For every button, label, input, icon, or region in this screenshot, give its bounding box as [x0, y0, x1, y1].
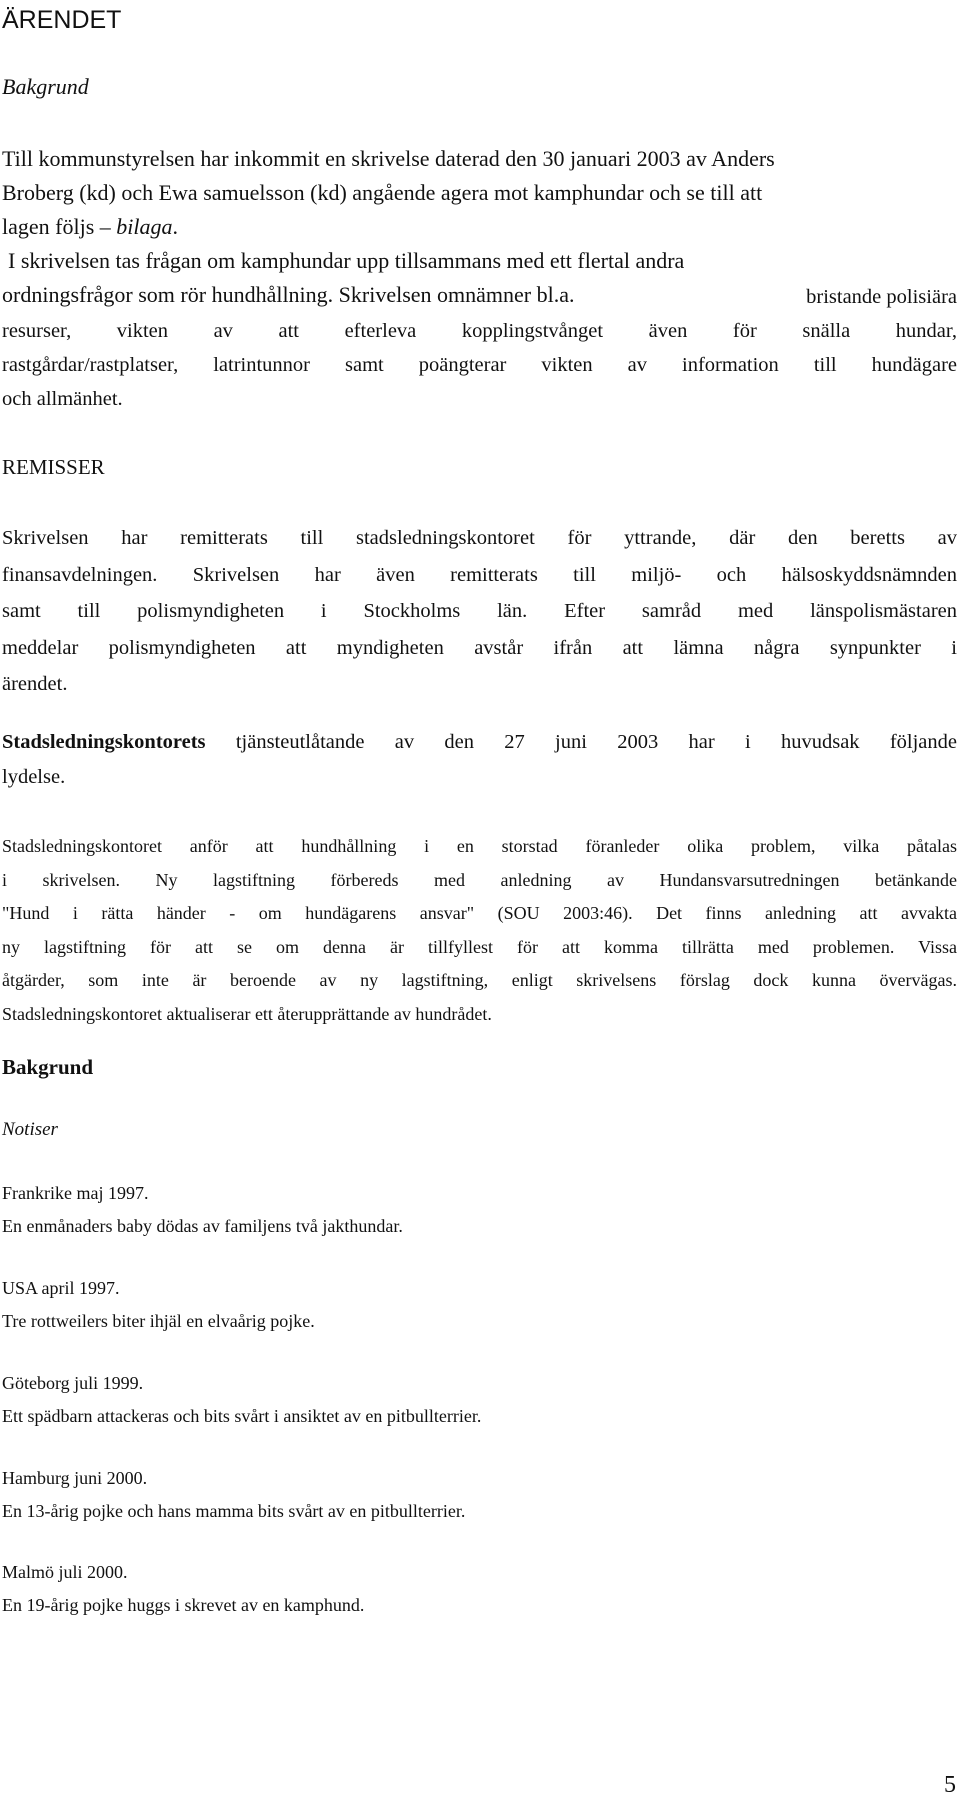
bold-lead: Stadsledningskontorets: [2, 731, 206, 753]
text-fragment: tjänsteutlåtande av den 27 juni 2003 har i huvudsak följande: [205, 731, 957, 753]
notis-text: Tre rottweilers biter ihjäl en elvaårig pojke.: [2, 1311, 315, 1331]
notis-date: Hamburg juni 2000.: [2, 1468, 148, 1488]
text-line: rastgårdar/rastplatser, latrintunnor samt poängterar vikten av information till hundägare: [2, 354, 957, 376]
page-number: 5: [944, 1772, 956, 1798]
notis-date: Frankrike maj 1997.: [2, 1183, 149, 1203]
heading-bakgrund-italic: Bakgrund: [2, 74, 89, 99]
text-line: och allmänhet.: [2, 388, 123, 410]
notis-item: [2, 1177, 403, 1243]
notis-item: [2, 1367, 481, 1433]
text-line: resurser, vikten av att efterleva kopplingstvånget även för snälla hundar,: [2, 320, 957, 342]
text-line: [2, 210, 775, 244]
notis-item: [2, 1272, 315, 1338]
text-line: bristande polisiära: [806, 286, 957, 308]
notis-item: [2, 1556, 364, 1622]
paragraph-remisser: [2, 520, 957, 703]
text-fragment: lagen följs –: [2, 214, 111, 239]
paragraph-tjansteutlatande: [2, 725, 957, 795]
text-line: Skrivelsen har remitterats till stadsledningskontoret för yttrande, där den beretts av: [2, 527, 957, 549]
text-line: Broberg (kd) och Ewa samuelsson (kd) angående agera mot kamphundar och se till att: [2, 180, 763, 205]
heading-bakgrund-bold: Bakgrund: [2, 1055, 94, 1079]
paragraph-intro-continued: [2, 280, 957, 416]
text-line: Stadsledningskontoret anför att hundhållning i en storstad föranleder olika problem, vilka påtalas: [2, 836, 957, 856]
notis-date: USA april 1997.: [2, 1278, 120, 1298]
text-line: åtgärder, som inte är beroende av ny lagstiftning, enligt skrivelsens förslag dock kunna övervägas.: [2, 970, 957, 990]
text-line: lydelse.: [2, 766, 66, 788]
notis-item: [2, 1462, 465, 1528]
text-line: samt till polismyndigheten i Stockholms län. Efter samråd med länspolismästaren: [2, 600, 957, 622]
heading-notiser: Notiser: [2, 1119, 58, 1140]
text-line: Till kommunstyrelsen har inkommit en skrivelse daterad den 30 januari 2003 av Anders: [2, 146, 775, 171]
text-line: ny lagstiftning för att se om denna är tillfyllest för att komma tillrätta med problemen. Vissa: [2, 936, 957, 957]
text-fragment: .: [172, 214, 178, 239]
heading-remisser: REMISSER: [2, 455, 105, 479]
text-fragment: ordningsfrågor som rör hundhållning. Skrivelsen omnämner bl.a.: [2, 282, 575, 307]
text-line: [2, 725, 957, 760]
text-line: finansavdelningen. Skrivelsen har även remitterats till miljö- och hälsoskyddsnämnden: [2, 563, 957, 586]
text-line: ärendet.: [2, 673, 68, 695]
notis-text: Ett spädbarn attackeras och bits svårt i ansiktet av en pitbullterrier.: [2, 1406, 482, 1426]
text-line: Stadsledningskontoret aktualiserar ett återupprättande av hundrådet.: [2, 1003, 492, 1024]
notis-text: En enmånaders baby dödas av familjens två jakthundar.: [2, 1216, 403, 1236]
heading-arendet: ÄRENDET: [2, 6, 122, 34]
notis-text: En 19-årig pojke huggs i skrevet av en kamphund.: [2, 1595, 365, 1615]
paragraph-stadsledningskontoret: [2, 830, 957, 1031]
text-line: "Hund i rätta händer - om hundägarens ansvar" (SOU 2003:46). Det finns anledning att avvakta: [2, 903, 957, 923]
text-line: I skrivelsen tas frågan om kamphundar upp tillsammans med ett flertal andra: [8, 248, 685, 273]
bilaga-link[interactable]: bilaga: [116, 214, 173, 239]
text-line: meddelar polismyndigheten att myndigheten avstår ifrån att lämna några synpunkter i: [2, 636, 957, 659]
notis-text: En 13-årig pojke och hans mamma bits svårt av en pitbullterrier.: [2, 1501, 466, 1521]
text-line: i skrivelsen. Ny lagstiftning förbereds med anledning av Hundansvarsutredningen betänkande: [2, 869, 957, 890]
notis-date: Göteborg juli 1999.: [2, 1373, 144, 1393]
notis-date: Malmö juli 2000.: [2, 1562, 128, 1582]
